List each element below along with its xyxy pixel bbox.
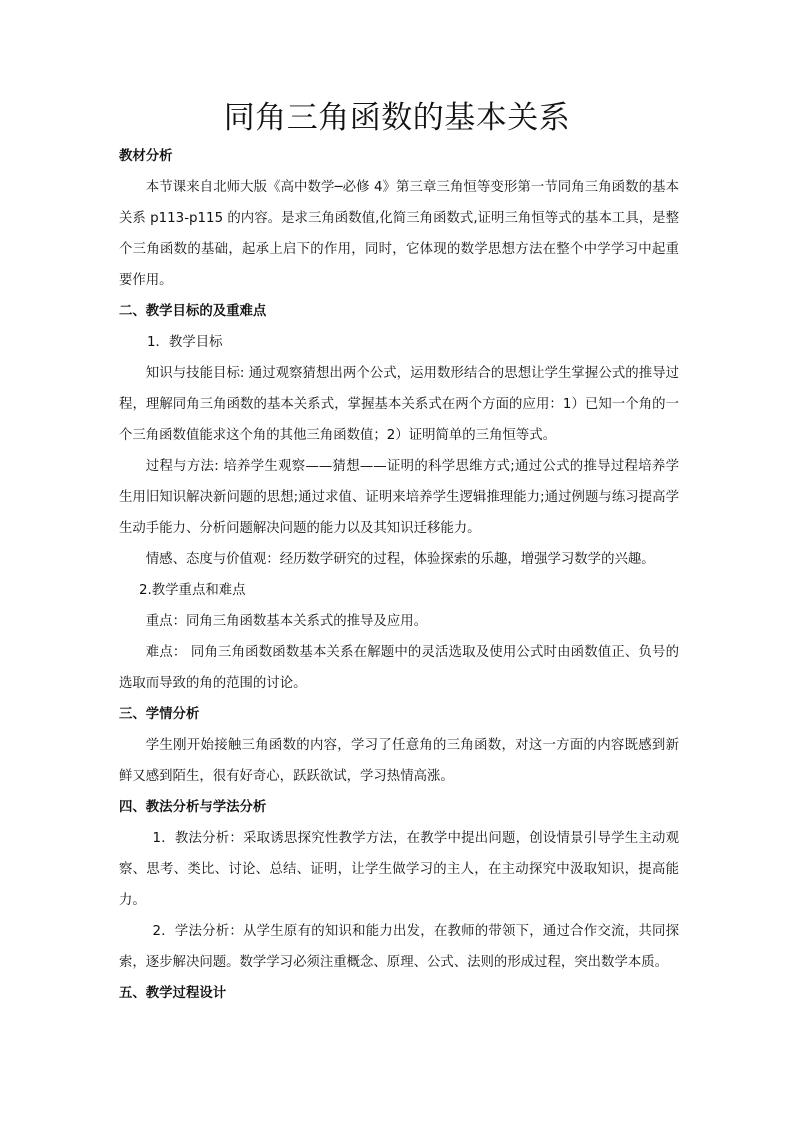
subheading-teaching-goals: 1．教学目标 xyxy=(147,335,223,350)
paragraph-learning-method: 2．学法分析：从学生原有的知识和能力出发，在教师的带领下，通过合作交流，共同探索，逐步解决问题。数学学习必须注重概念、原理、公式、法则的形成过程，突出数学本质。 xyxy=(119,924,679,970)
document-title: 同角三角函数的基本关系 xyxy=(223,100,571,136)
section-heading-goals: 二、教学目标的及重难点 xyxy=(119,304,267,319)
paragraph-knowledge-goals: 知识与技能目标: 通过观察猜想出两个公式，运用数形结合的思想让学生掌握公式的推导过程，理解同角三角函数的基本关系式，掌握基本关系式在两个方面的应用：1）已知一个角的一个三角函数值能求这个角的其他三角函数值；2）证明简单的三角恒等式。 xyxy=(119,366,679,443)
subheading-key-difficult: 2.教学重点和难点 xyxy=(139,583,246,598)
paragraph-teaching-method: 1．教法分析：采取诱思探究性教学方法，在教学中提出问题，创设情景引导学生主动观察、思考、类比、讨论、总结、证明，让学生做学习的主人，在主动探究中汲取知识，提高能力。 xyxy=(119,831,679,908)
paragraph-students: 学生刚开始接触三角函数的内容，学习了任意角的三角函数，对这一方面的内容既感到新鲜又感到陌生，很有好奇心，跃跃欲试，学习热情高涨。 xyxy=(119,738,679,784)
document-body xyxy=(119,141,679,1009)
section-heading-methods: 四、教法分析与学法分析 xyxy=(119,800,267,815)
paragraph-key-point: 重点：同角三角函数基本关系式的推导及应用。 xyxy=(145,614,427,629)
paragraph-process-goals: 过程与方法: 培养学生观察——猜想——证明的科学思维方式;通过公式的推导过程培养学生用旧知识解决新问题的思想;通过求值、证明来培养学生逻辑推理能力;通过例题与练习提高学生动手能力、分析问题解决问题的能力以及其知识迁移能力。 xyxy=(119,459,679,536)
section-heading-process: 五、教学过程设计 xyxy=(119,986,227,1001)
paragraph-analysis: 本节课来自北师大版《高中数学─必修 4》第三章三角恒等变形第一节同角三角函数的基本关系 p113-p115 的内容。是求三角函数值,化简三角函数式,证明三角恒等式的基本工具，是整个三角函数的基础，起承上启下的作用，同时，它体现的数学思想方法在整个中学学习中起重要作用。 xyxy=(119,180,679,288)
section-heading-analysis: 教材分析 xyxy=(119,149,173,164)
paragraph-emotion-goals: 情感、态度与价值观：经历数学研究的过程，体验探索的乐趣，增强学习数学的兴趣。 xyxy=(145,552,655,567)
paragraph-difficulty: 难点： 同角三角函数函数基本关系在解题中的灵活选取及使用公式时由函数值正、负号的选取而导致的角的范围的讨论。 xyxy=(119,645,679,691)
section-heading-students: 三、学情分析 xyxy=(119,707,200,722)
